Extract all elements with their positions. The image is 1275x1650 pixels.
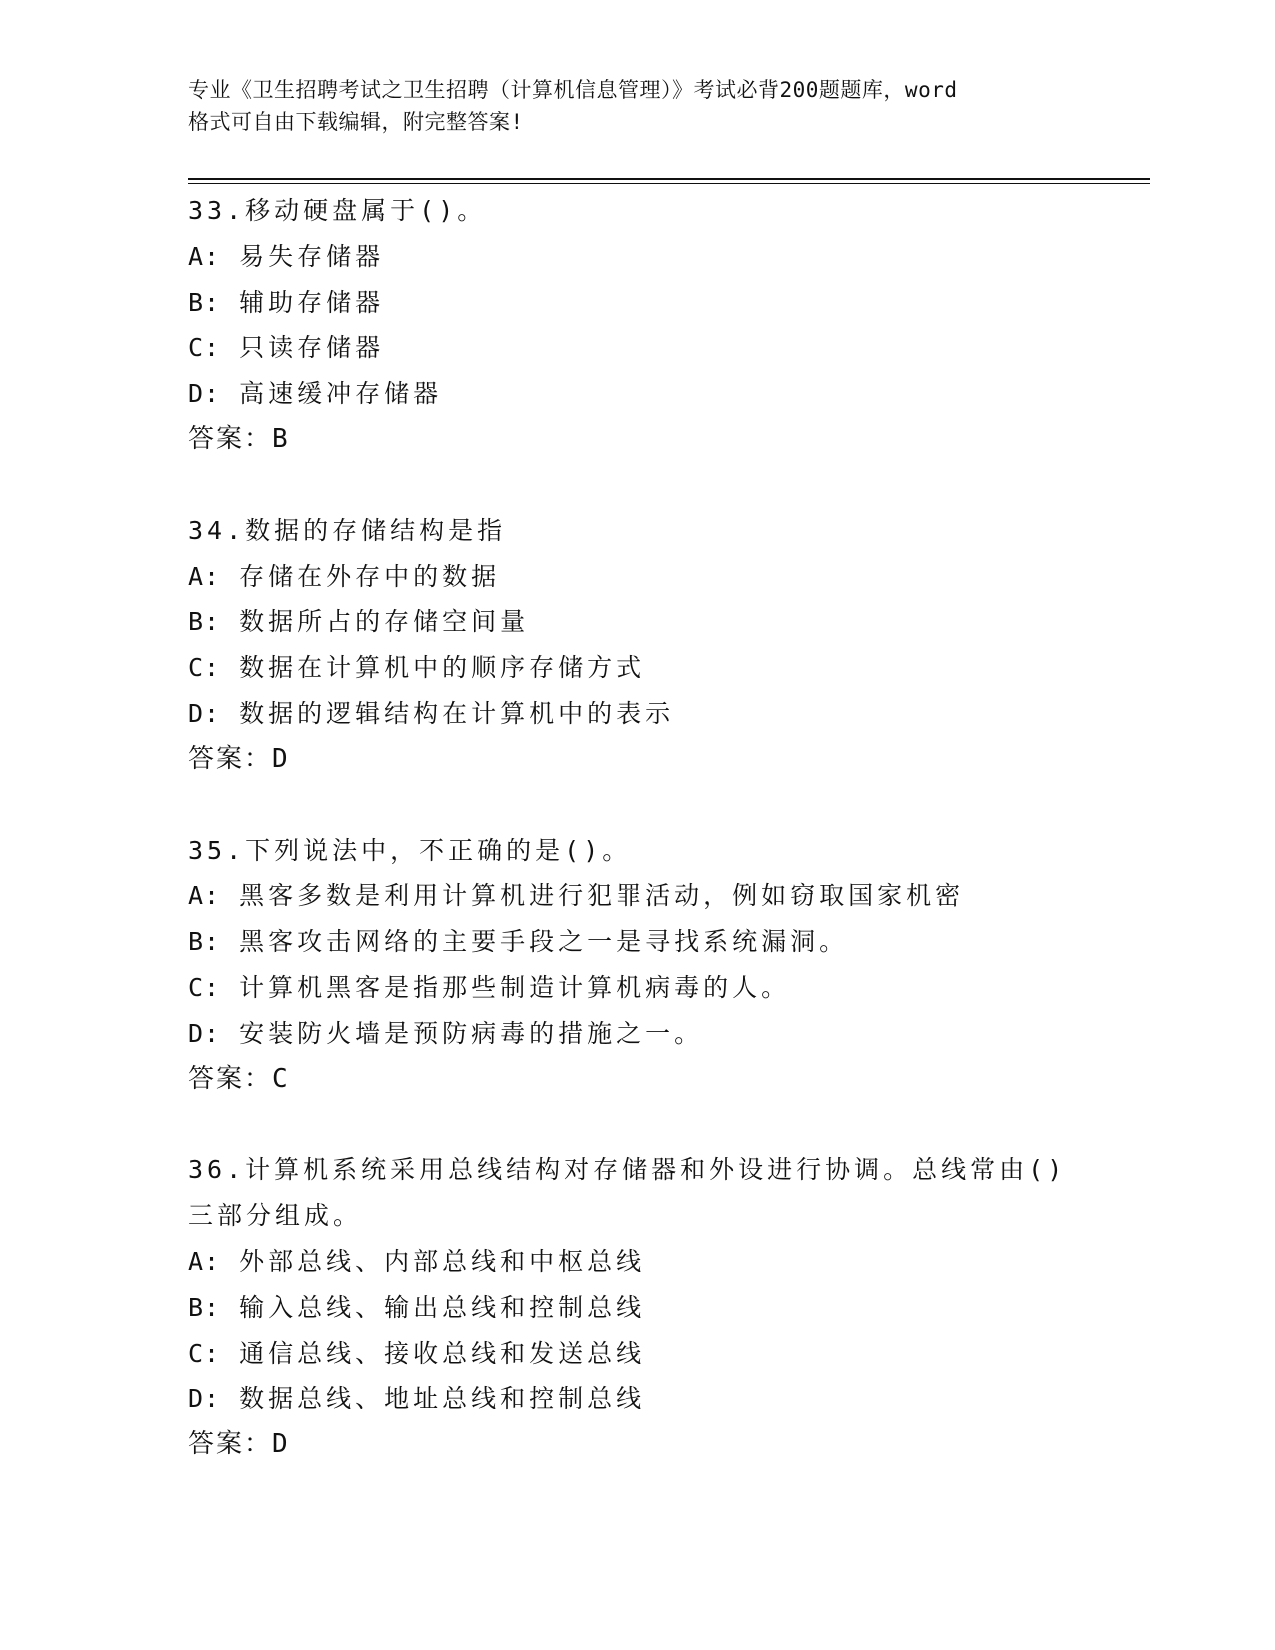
option-b [188,280,1088,326]
option-text: 辅助存储器 [239,287,385,317]
header-line-2: 格式可自由下载编辑，附完整答案! [188,110,524,134]
question-stem: 34.数据的存储结构是指 [188,515,507,545]
question-33 [188,188,1088,463]
option-text: 通信总线、接收总线和发送总线 [239,1338,646,1368]
option-text: 数据在计算机中的顺序存储方式 [239,653,646,683]
answer-line: 答案：B [188,423,290,454]
question-stem: 33.移动硬盘属于()。 [188,196,487,225]
option-b [188,599,1088,645]
option-key: A: [188,561,221,591]
option-c [188,645,1088,691]
option-a [188,234,1088,280]
option-key: D: [188,1384,221,1414]
option-key: C: [188,333,221,363]
option-key: B: [188,927,221,957]
question-list [188,188,1088,1513]
option-c [188,1331,1088,1377]
question-36 [188,1147,1088,1468]
document-header [188,74,1088,138]
header-divider-thick [188,178,1150,180]
option-text: 输入总线、输出总线和控制总线 [239,1292,646,1322]
option-a [188,554,1088,600]
header-line-1: 专业《卫生招聘考试之卫生招聘（计算机信息管理）》考试必背200题题库，word [188,78,958,102]
answer-line: 答案：C [188,1063,290,1094]
option-c [188,965,1088,1011]
option-key: A: [188,241,221,271]
option-key: C: [188,1338,221,1368]
option-a [188,873,1088,919]
option-text: 高速缓冲存储器 [239,379,443,409]
option-key: C: [188,653,221,683]
option-text: 易失存储器 [239,241,385,271]
option-text: 安装防火墙是预防病毒的措施之一。 [239,1018,704,1048]
option-b [188,919,1088,965]
option-d [188,1376,1088,1422]
option-text: 计算机黑客是指那些制造计算机病毒的人。 [239,972,791,1002]
option-key: C: [188,972,221,1002]
question-stem: 35.下列说法中，不正确的是()。 [188,835,632,865]
option-key: D: [188,698,221,728]
answer-line: 答案：D [188,1429,290,1460]
option-d [188,1011,1088,1057]
option-text: 黑客攻击网络的主要手段之一是寻找系统漏洞。 [239,927,849,957]
option-text: 外部总线、内部总线和中枢总线 [239,1246,646,1276]
question-34 [188,508,1088,783]
question-35 [188,828,1088,1103]
option-key: D: [188,379,221,409]
answer-line: 答案：D [188,743,290,774]
header-divider-thin [188,183,1150,184]
option-text: 数据总线、地址总线和控制总线 [239,1384,646,1414]
option-a [188,1239,1088,1285]
option-d [188,371,1088,417]
question-stem: 36.计算机系统采用总线结构对存储器和外设进行协调。总线常由()三部分组成。 [188,1155,1067,1231]
option-text: 数据所占的存储空间量 [239,607,530,637]
option-text: 黑客多数是利用计算机进行犯罪活动，例如窃取国家机密 [239,881,965,911]
option-text: 只读存储器 [239,333,385,363]
option-b [188,1285,1088,1331]
option-text: 存储在外存中的数据 [239,561,501,591]
option-key: A: [188,881,221,911]
option-key: A: [188,1246,221,1276]
option-key: B: [188,607,221,637]
option-c [188,325,1088,371]
option-key: D: [188,1018,221,1048]
option-key: B: [188,287,221,317]
option-key: B: [188,1292,221,1322]
option-d [188,691,1088,737]
option-text: 数据的逻辑结构在计算机中的表示 [239,698,675,728]
